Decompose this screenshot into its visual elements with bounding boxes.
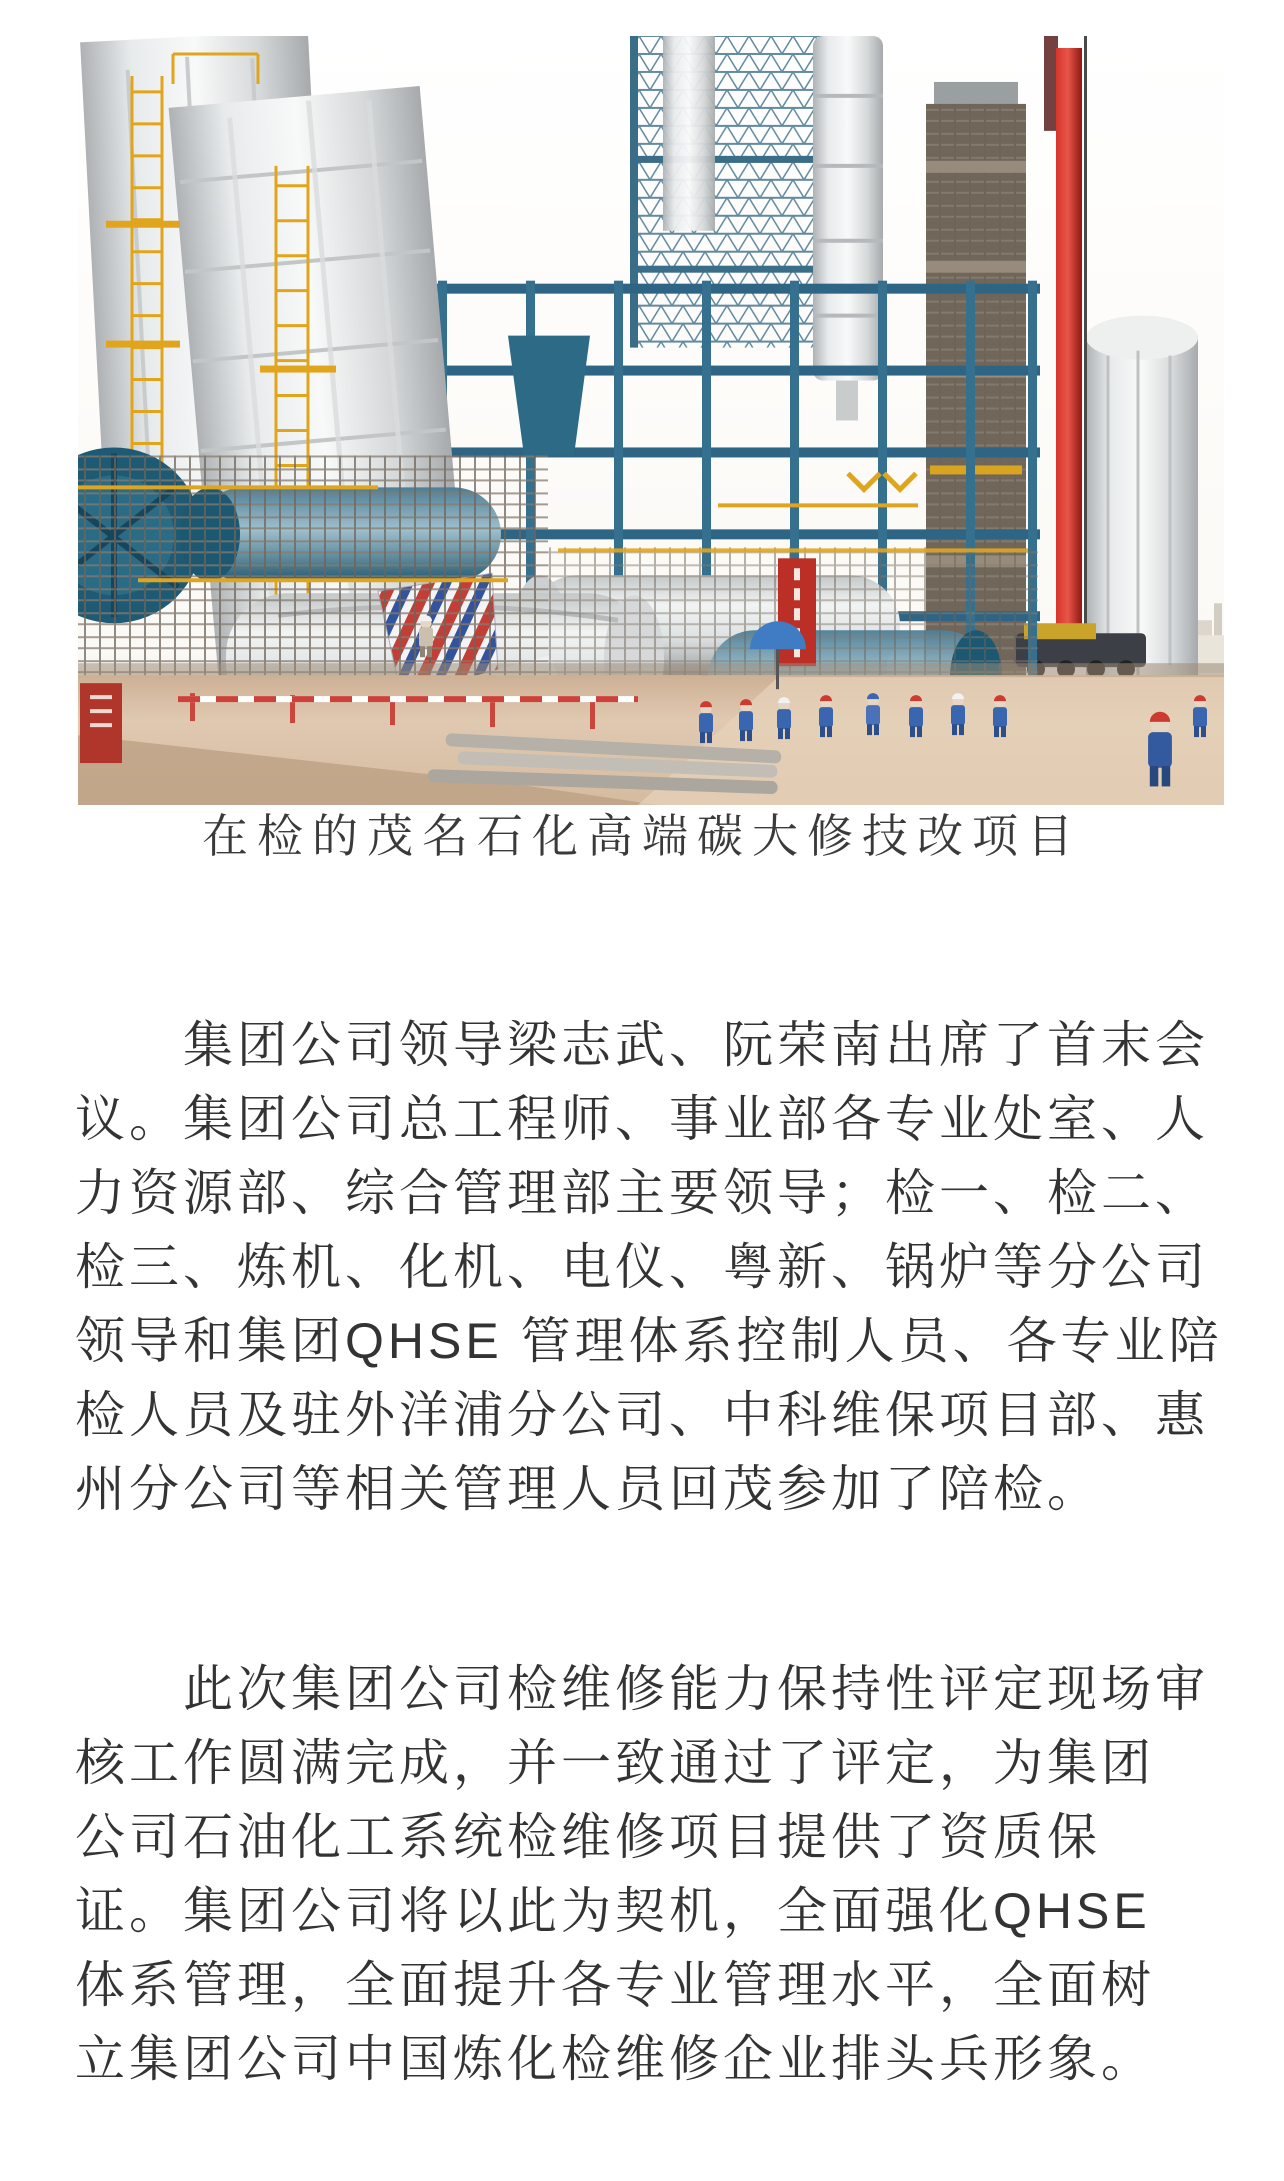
article-paragraph	[75, 1652, 1215, 2096]
paragraph-line: 力资源部、综合管理部主要领导；检一、检二、	[75, 1165, 1209, 1221]
paragraph-line: 集团公司领导梁志武、阮荣南出席了首末会	[183, 1017, 1209, 1073]
paragraph-line: 州分公司等相关管理人员回茂参加了陪检。	[75, 1461, 1101, 1517]
paragraph-line: 领导和集团QHSE 管理体系控制人员、各专业陪	[75, 1313, 1223, 1369]
paragraph-line: 此次集团公司检维修能力保持性评定现场审	[183, 1661, 1209, 1717]
paragraph-line: 检三、炼机、化机、电仪、粤新、锅炉等分公司	[75, 1239, 1209, 1295]
paragraph-line: 公司石油化工系统检维修项目提供了资质保	[75, 1809, 1101, 1865]
article-paragraph	[75, 1008, 1223, 1526]
plant-photo-illustration	[78, 36, 1224, 805]
paragraph-line: 证。集团公司将以此为契机，全面强化QHSE	[75, 1883, 1151, 1939]
paragraph-line: 议。集团公司总工程师、事业部各专业处室、人	[75, 1091, 1209, 1147]
plant-photo[interactable]	[78, 36, 1224, 805]
photo-caption: 在检的茂名石化高端碳大修技改项目	[202, 810, 1082, 862]
paragraph-line: 检人员及驻外洋浦分公司、中科维保项目部、惠	[75, 1387, 1209, 1443]
paragraph-line: 立集团公司中国炼化检维修企业排头兵形象。	[75, 2031, 1155, 2087]
paragraph-line: 核工作圆满完成，并一致通过了评定，为集团	[75, 1735, 1155, 1791]
paragraph-line: 体系管理，全面提升各专业管理水平，全面树	[75, 1957, 1155, 2013]
